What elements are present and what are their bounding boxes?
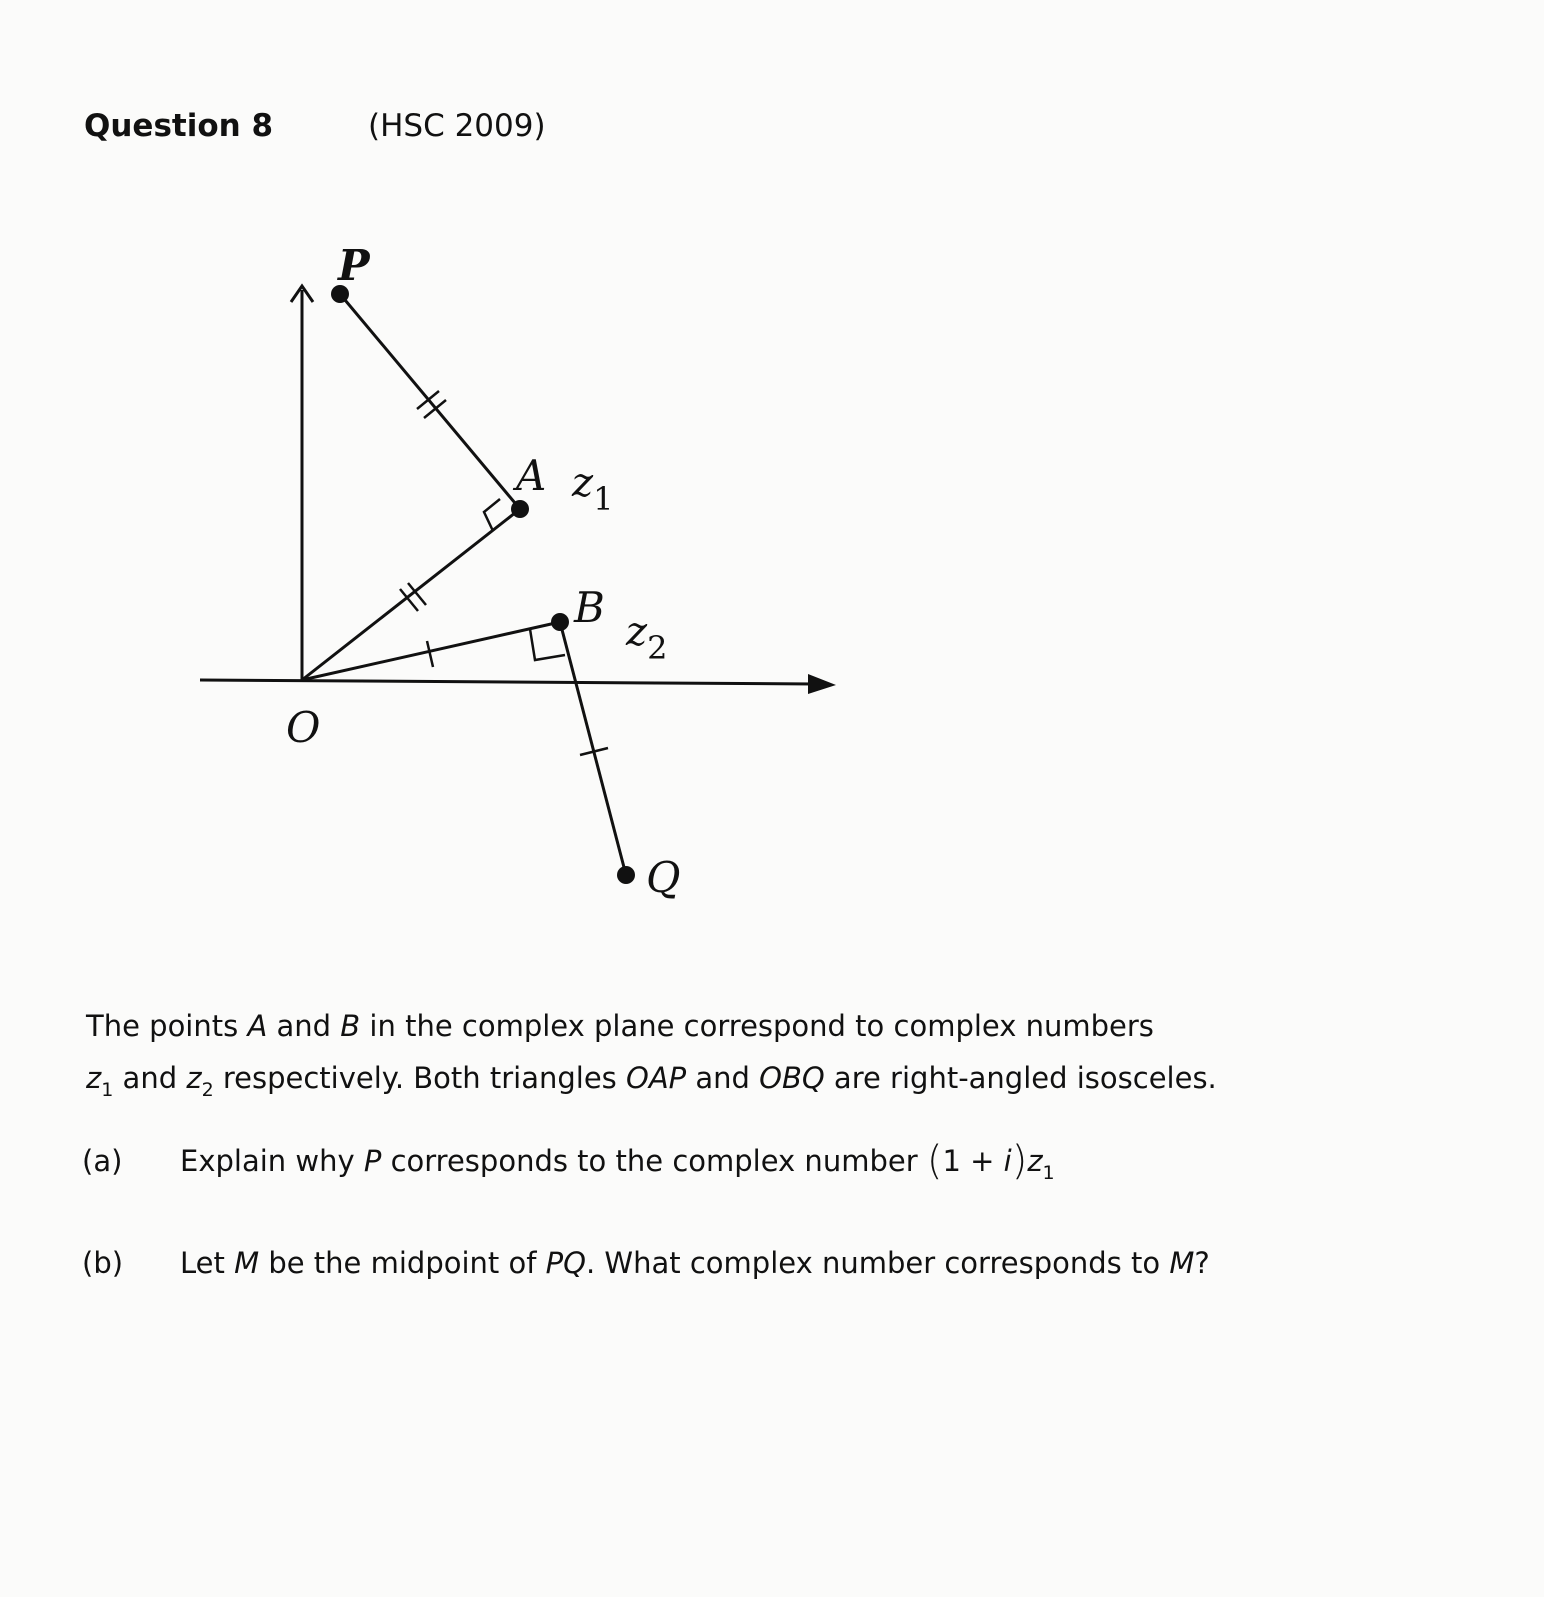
single-tick-OB: [427, 641, 433, 667]
question-source: (HSC 2009): [368, 108, 546, 144]
intro-line-2: $z_1$ and $z_2$ respectively. Both triangles OAP and OBQ are right-angled isosceles.: [86, 1061, 1217, 1101]
label-Q: Q: [646, 853, 681, 902]
point-Q: [617, 866, 635, 884]
part-a: [82, 1138, 1055, 1184]
label-A: A: [516, 451, 547, 500]
question-intro: [86, 1000, 1386, 1104]
point-A: [511, 500, 529, 518]
label-B: B: [574, 583, 605, 632]
label-z2: $z_2$: [626, 609, 668, 667]
part-a-text: Explain why P corresponds to the complex number $(1 + i)z_1$: [180, 1138, 1055, 1184]
label-O: O: [286, 703, 321, 752]
part-b-text: Let M be the midpoint of PQ. What complex number corresponds to M?: [180, 1246, 1210, 1280]
part-b: [82, 1246, 1210, 1280]
part-b-label: (b): [82, 1246, 124, 1280]
intro-line-1: The points A and B in the complex plane correspond to complex numbers: [86, 1009, 1154, 1043]
real-axis-arrowhead: [808, 674, 836, 694]
segment-BQ: [560, 622, 626, 875]
real-axis: [200, 680, 815, 684]
segment-AP: [340, 294, 520, 509]
label-P: P: [338, 241, 370, 290]
point-B: [551, 613, 569, 631]
question-title: Question 8: [84, 108, 274, 144]
label-z1: $z_1$: [572, 460, 614, 518]
part-a-label: (a): [82, 1144, 123, 1178]
right-angle-marker-B: [530, 629, 565, 660]
